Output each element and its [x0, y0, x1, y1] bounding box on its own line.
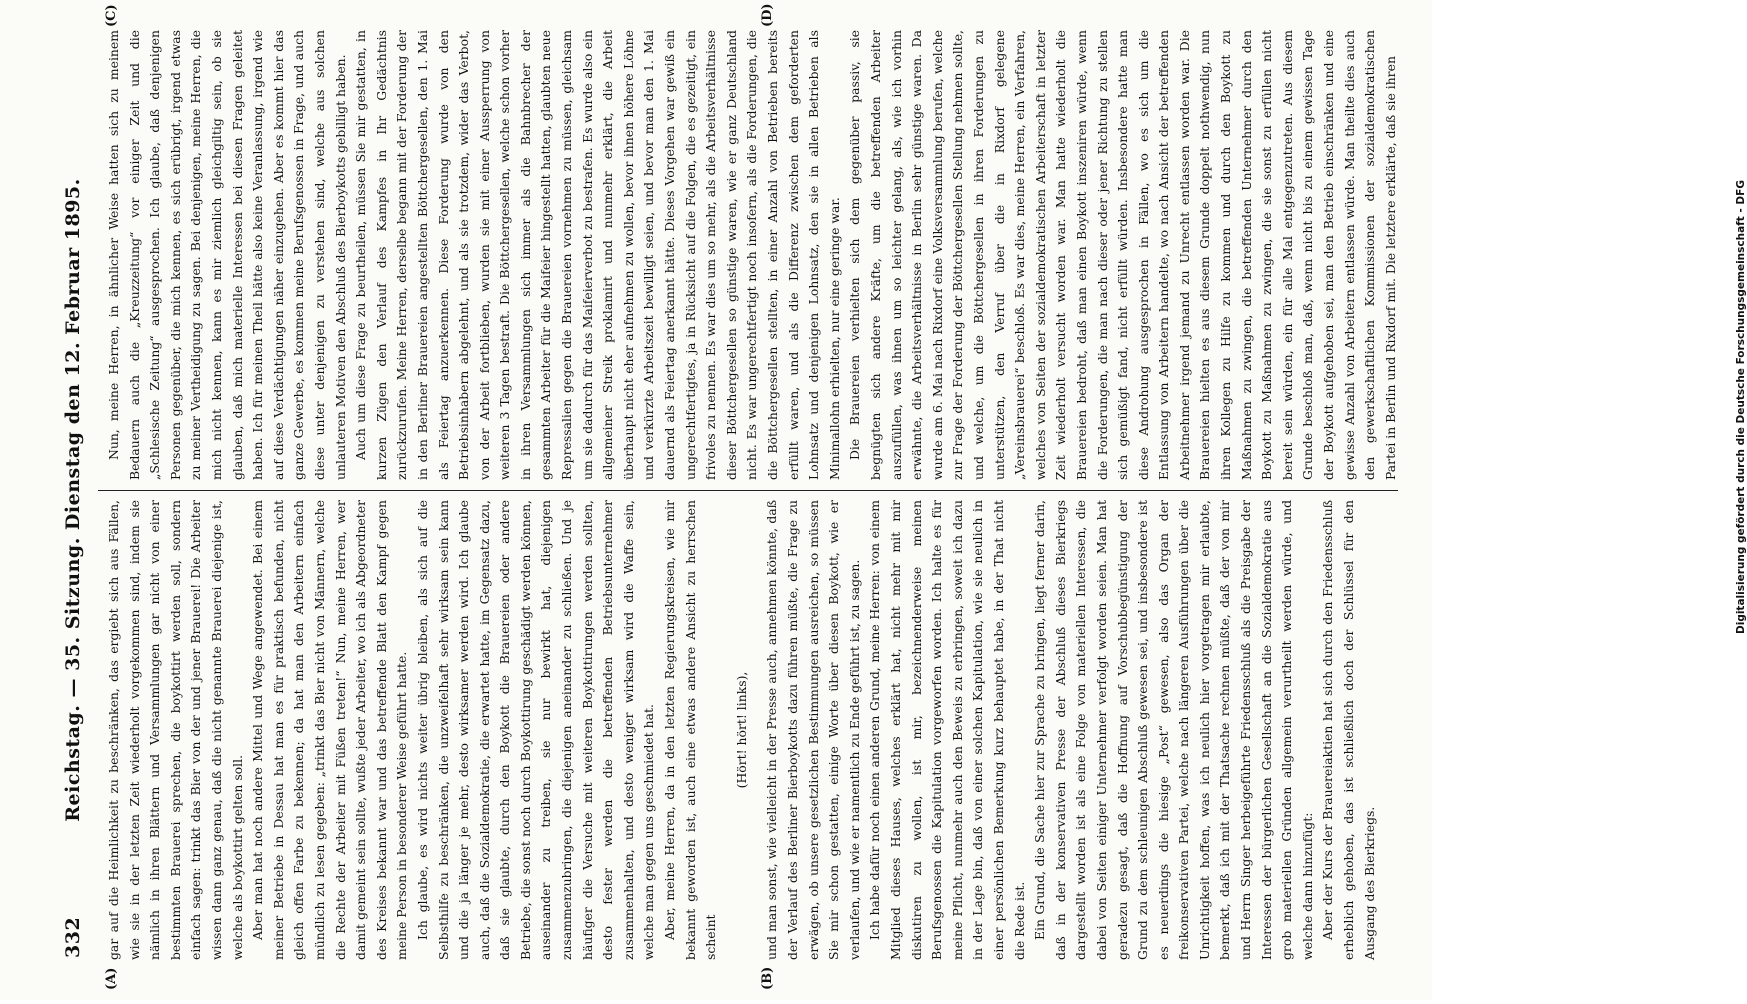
right-column	[104, 30, 1398, 480]
paragraph: Ich habe dafür noch einen anderen Grund, meine Herren: von einem Mitglied dieses Hauses, welches erklärt hat, nicht mehr mit mir diskutiren zu wollen, ist mir, bezeichnenderweise meinen Berufsgenossen die Kapitulation vorgeworfen worden. Ich halte es für meine Pflicht, nunmehr auch den Beweis zu erbringen, soweit ich dazu in der Lage bin, daß von einer solchen Kapitulation, wie sie neulich in einer persönlichen Bemerkung kurz behauptet habe, in der That nicht die Rede ist.	[867, 500, 1027, 960]
paragraph: Aber man hat noch andere Mittel und Wege angewendet. Bei einem meiner Betriebe in Dessau hat man es für praktisch befunden, nicht gleich offen Farbe zu bekennen; da hat man den Arbeitern einfach mündlich zu lesen gegeben: „trinkt das Bier nicht von Männern, welche die Rechte der Arbeiter mit Füßen treten!“ Nun, meine Herren, wer damit gemeint sein sollte, wußte jeder Arbeiter, wo ich als Abgeordneter des Kreises bekannt war und das betreffende Blatt den Kampf gegen meine Person in besonderer Weise geführt hatte.	[250, 500, 410, 960]
column-divider	[98, 490, 1398, 491]
page-number: 332	[62, 916, 84, 958]
quote-paragraph: Aber der Kurs der Brauereiaktien hat sich durch den Friedensschluß erheblich gehoben, das ist schließlich doch der Schlüssel für den Ausgang des Bierkriegs.	[1320, 500, 1377, 960]
paragraph: Die Brauereien verhielten sich dem gegenüber passiv, sie begnügten sich andere Kräfte, um die betreffenden Arbeiter auszufüllen, was ihnen um so leichter gelang, als, wie ich vorhin erwähnte, die Arbeitsverhältnisse in Berlin sehr günstige waren. Da wurde am 6. Mai nach Rixdorf eine Volksversammlung berufen, welche zur Frage der Forderung der Böttchergesellen Stellung nehmen sollte, und welche, um die Böttchergesellen in ihren Forderungen zu unterstützen, den Verruf über die in Rixdorf gelegene „Vereinsbrauerei“ beschloß. Es war dies, meine Herren, ein Verfahren, welches von Seiten der sozialdemokratischen Arbeiterschaft in letzter Zeit wiederholt versucht worden war. Man hatte wiederholt die Brauereien bedroht, daß man einen Boykott inszeniren würde, wenn die Forderungen, die man nach dieser oder jener Richtung zu stellen sich gemüßigt fand, nicht erfüllt würden. Insbesondere hatte man diese Androhung ausgesprochen in Fällen, wo es sich um die Entlassung von Arbeitern handelte, wo nach Ansicht der betreffenden Arbeitnehmer irgend jemand zu Unrecht entlassen worden war. Die Brauereien hielten es aus diesem Grunde doppelt nothwendig, nun ihren Kollegen zu Hilfe zu kommen und durch den Boykott zu Maßnahmen zu zwingen, die betreffenden Unternehmer durch den Boykott zu Maßnahmen zu zwingen, die sie sonst zu erfüllen nicht bereit sein würden, ein für alle Mal entgegenzutreten. Aus diesem Grunde beschloß man, daß, wenn nicht bis zu einem gewissen Tage der Boykott aufgehoben sei, man den Betrieb einschränken und eine gewisse Anzahl von Arbeitern entlassen würde. Man theilte dies auch den gewerkschaftlichen Kommissionen der sozialdemokratischen Partei in Berlin und Rixdorf mit. Die letztere erklärte, daß sie ihren	[847, 30, 1398, 480]
left-column	[104, 500, 1394, 960]
paragraph: Auch um diese Frage zu beurtheilen, müssen Sie mir gestatten, in kurzen Zügen den Verlauf des Kampfes in Ihr Gedächtnis zurückzurufen. Meine Herren, derselbe begann mit der Forderung der in den Berliner Brauereien angestellten Böttchergesellen, den 1. Mai als Feiertag anzuerkennen. Diese Forderung wurde von den Betriebsinhabern abgelehnt, und als sie trotzdem, wider das Verbot, von der Arbeit fortblieben, wurden sie mit einer Aussperrung von weiteren 3 Tagen bestraft. Die Böttchergesellen, welche schon vorher in ihren Versammlungen sich immer als die Bahnbrecher der gesammten Arbeiter für die Maifeier hingestellt hatten, glaubten neue Repressalien gegen die Brauereien vornehmen zu müssen, gleichsam um sie dadurch für das Maifeierverbot zu bestrafen. Es wurde also ein allgemeiner Streik proklamirt und nunmehr erklärt, die Arbeit überhaupt nicht eher aufnehmen zu wollen, bevor ihnen höhere Löhne und verkürzte Arbeitszeit bewilligt seien, und bevor man den 1. Mai dauernd als Feiertag anerkannt hätte. Dieses Vorgehen war gewiß ein ungerechtfertigtes, ja in Rücksicht auf die Folgen, die es gezeitigt, ein frivoles zu nennen. Es war dies um so mehr, als die Arbeitsverhältnisse dieser Böttchergesellen so günstige waren, wie er ganz Deutschland nicht. Es war ungerechtfertigt noch insofern, als die Forderungen, die die Böttchergesellen stellten, in einer Anzahl von Betrieben bereits erfüllt waren, und als die Differenz zwischen dem geforderten Lohnsatz und denjenigen Lohnsatz, den sie in allen Betrieben als Minimallohn erhielten, nur eine geringe war.	[353, 30, 842, 480]
margin-marker-c: (C)	[104, 4, 119, 27]
margin-marker-d: (D)	[760, 3, 775, 27]
paragraph: Aber, meine Herren, da in den letzten Regierungskreisen, wie mir bekannt geworden ist, auch eine etwas andere Ansicht zu herrschen scheint	[662, 500, 719, 960]
paragraph: und man sonst, wie vielleicht in der Presse auch, annehmen könnte, daß der Verlauf des Berliner Bierboykotts dazu führen müßte, die Frage zu erwägen, ob unsere gesetzlichen Bestimmungen ausreichen, so müssen Sie mir schon gestatten, einige Worte über diesen Boykott, wie er verlaufen, und wie er namentlich zu Ende geführt ist, zu sagen.	[764, 500, 862, 960]
paragraph: Nun, meine Herren, in ähnlicher Weise hatten sich zu meinem Bedauern auch die „Kreuzzeitung“ vor einiger Zeit und die „Schlesische Zeitung“ ausgesprochen. Ich glaube, daß denjenigen Personen gegenüber, die mich kennen, es sich erübrigt, irgend etwas zu meiner Vertheidigung zu sagen. Bei denjenigen, meine Herren, die mich nicht kennen, kann es mir ziemlich gleichgiltig sein, ob sie glauben, daß mich materielle Interessen bei diesen Fragen geleitet haben. Ich für meinen Theil hätte also keine Veranlassung, irgend wie auf diese Verdächtigungen näher einzugehen. Aber es kommt hier das ganze Gewerbe, es kommen meine Berufsgenossen in Frage, und auch diese unter denjenigen zu verstehen sind, welche aus solchen unlauteren Motiven den Abschluß des Bierboykotts gebilligt haben.	[106, 30, 348, 480]
page-header	[58, 0, 98, 1000]
paragraph: Ein Grund, die Sache hier zur Sprache zu bringen, liegt ferner darin, daß in der konservativen Presse der Abschluß dieses Bierkriegs dargestellt worden ist als eine Folge von materiellen Interessen, die dabei von Seiten einiger Unternehmer verfolgt worden seien. Man hat geradezu gesagt, daß die Hoffnung auf Vorschubbegünstigung der Grund zu dem schleunigen Abschluß gewesen sei, und insbesondere ist es neuerdings die hiesige „Post“ gewesen, also das Organ der freikonservativen Partei, welche nach längeren Ausführungen über die Unrichtigkeit hoffen, was ich neulich hier vorgetragen mir erlaubte, bemerkt, daß ich mit der Thatsache rechnen müßte, daß der von mir und Herrn Singer herbeigeführte Friedensschluß als die Preisgabe der Interessen der bürgerlichen Gesellschaft an die Sozialdemokratie aus grob materiellen Gründen allgemein verurtheilt werden würde, und welche dann hinzufügt:	[1032, 500, 1315, 960]
margin-marker-a: (A)	[104, 967, 119, 990]
paragraph: Ich glaube, es wird nichts weiter übrig bleiben, als sich auf die Selbsthilfe zu beschränken, die unzweifelhaft sehr wirksam sein kann und die ja länger je mehr, desto wirksamer werden wird. Ich glaube auch, daß die Sozialdemokratie, die erwartet hatte, im Gegensatz dazu, daß sie glaubte, durch den Boykott die Brauereien oder andere Betriebe, die sonst noch durch Boykottirung geschädigt werden können, auseinander zu treiben, sie nur bewirkt hat, diejenigen zusammenzubringen, die diejenigen aneinander zu schließen. Und je häufiger die Versuche mit weiteren Boykottirungen werden sollten, desto fester werden die betreffenden Betriebsunternehmer zusammenhalten, und desto weniger wirksam wird die Waffe sein, welche man gegen uns geschmiedet hat.	[414, 500, 657, 960]
paragraph: gar auf die Heimlichkeit zu beschränken, das ergiebt sich aus Fällen, wie sie in der letzten Zeit wiederholt vorgekommen sind, indem sie nämlich in ihren Blättern und Versammlungen gar nicht von einer bestimmten Brauerei sprechen, die boykottirt werden soll, sondern einfach sagen: trinkt das Bier von der und jener Brauerei! Die Arbeiter wissen dann ganz genau, daß die nicht genannte Brauerei diejenige ist, welche als boykottirt gelten soll.	[106, 500, 245, 960]
margin-marker-b: (B)	[760, 966, 775, 990]
dfg-note: Digitalisierung gefördert durch die Deutsche Forschungsgemeinschaft - DFG	[1735, 180, 1747, 634]
interjection: (Hört! hört! links),	[733, 671, 749, 789]
running-title: Reichstag. — 35. Sitzung. Dienstag den 12. Februar 1895.	[62, 178, 84, 822]
